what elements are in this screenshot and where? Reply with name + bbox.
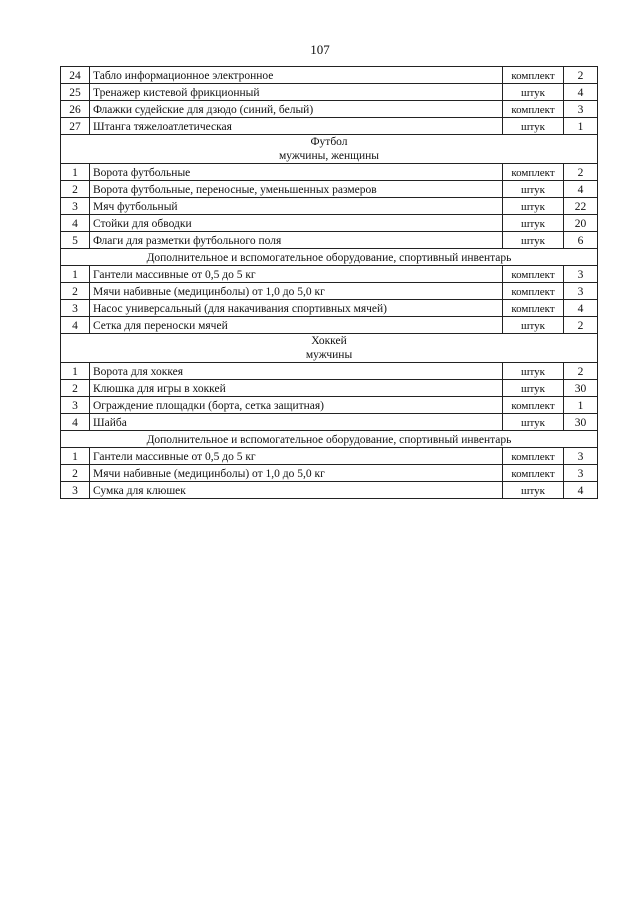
item-quantity: 2 bbox=[564, 164, 598, 181]
row-number: 1 bbox=[61, 363, 90, 380]
section-title-line: Хоккей bbox=[311, 335, 347, 347]
row-number: 4 bbox=[61, 414, 90, 431]
item-unit: комплект bbox=[503, 266, 564, 283]
equipment-table bbox=[60, 66, 598, 499]
row-number: 2 bbox=[61, 465, 90, 482]
item-quantity: 4 bbox=[564, 84, 598, 101]
item-quantity: 20 bbox=[564, 215, 598, 232]
item-unit: комплект bbox=[503, 448, 564, 465]
item-quantity: 30 bbox=[564, 414, 598, 431]
item-name: Ворота футбольные bbox=[90, 164, 503, 181]
item-unit: комплект bbox=[503, 101, 564, 118]
row-number: 1 bbox=[61, 448, 90, 465]
item-name: Флаги для разметки футбольного поля bbox=[90, 232, 503, 249]
section-header-row bbox=[61, 249, 598, 266]
item-quantity: 2 bbox=[564, 317, 598, 334]
equipment-table-body bbox=[61, 67, 598, 499]
item-name: Тренажер кистевой фрикционный bbox=[90, 84, 503, 101]
row-number: 2 bbox=[61, 283, 90, 300]
table-row bbox=[61, 397, 598, 414]
item-quantity: 4 bbox=[564, 300, 598, 317]
row-number: 2 bbox=[61, 181, 90, 198]
item-name: Гантели массивные от 0,5 до 5 кг bbox=[90, 448, 503, 465]
table-row bbox=[61, 198, 598, 215]
section-title-line: мужчины, женщины bbox=[278, 150, 380, 162]
section-header-row bbox=[61, 135, 598, 164]
section-title bbox=[61, 135, 598, 164]
item-name: Ограждение площадки (борта, сетка защитная) bbox=[90, 397, 503, 414]
item-name: Ворота для хоккея bbox=[90, 363, 503, 380]
table-row bbox=[61, 300, 598, 317]
table-row bbox=[61, 232, 598, 249]
item-unit: комплект bbox=[503, 397, 564, 414]
table-row bbox=[61, 448, 598, 465]
item-unit: штук bbox=[503, 84, 564, 101]
table-row bbox=[61, 482, 598, 499]
row-number: 2 bbox=[61, 380, 90, 397]
section-header-row bbox=[61, 334, 598, 363]
item-name: Мячи набивные (медицинболы) от 1,0 до 5,0 кг bbox=[90, 465, 503, 482]
table-row bbox=[61, 465, 598, 482]
section-title-line: Футбол bbox=[310, 136, 348, 148]
item-quantity: 4 bbox=[564, 482, 598, 499]
row-number: 24 bbox=[61, 67, 90, 84]
section-title bbox=[61, 334, 598, 363]
section-title-line: мужчины bbox=[305, 349, 353, 361]
item-unit: штук bbox=[503, 118, 564, 135]
table-row bbox=[61, 317, 598, 334]
item-name: Мяч футбольный bbox=[90, 198, 503, 215]
table-row bbox=[61, 215, 598, 232]
item-name: Клюшка для игры в хоккей bbox=[90, 380, 503, 397]
table-row bbox=[61, 380, 598, 397]
table-row bbox=[61, 101, 598, 118]
section-title bbox=[61, 431, 598, 448]
table-row bbox=[61, 181, 598, 198]
item-unit: штук bbox=[503, 317, 564, 334]
item-unit: штук bbox=[503, 482, 564, 499]
page-number: 107 bbox=[310, 42, 330, 57]
item-quantity: 3 bbox=[564, 266, 598, 283]
row-number: 1 bbox=[61, 266, 90, 283]
row-number: 3 bbox=[61, 397, 90, 414]
row-number: 4 bbox=[61, 317, 90, 334]
item-unit: штук bbox=[503, 181, 564, 198]
table-row bbox=[61, 414, 598, 431]
item-name: Сетка для переноски мячей bbox=[90, 317, 503, 334]
table-row bbox=[61, 266, 598, 283]
item-quantity: 22 bbox=[564, 198, 598, 215]
item-name: Сумка для клюшек bbox=[90, 482, 503, 499]
row-number: 1 bbox=[61, 164, 90, 181]
item-unit: комплект bbox=[503, 300, 564, 317]
row-number: 3 bbox=[61, 198, 90, 215]
item-unit: комплект bbox=[503, 465, 564, 482]
row-number: 5 bbox=[61, 232, 90, 249]
section-title-line: Дополнительное и вспомогательное оборудование, спортивный инвентарь bbox=[146, 252, 512, 264]
item-unit: штук bbox=[503, 215, 564, 232]
item-name: Стойки для обводки bbox=[90, 215, 503, 232]
item-unit: штук bbox=[503, 363, 564, 380]
item-quantity: 3 bbox=[564, 448, 598, 465]
item-name: Табло информационное электронное bbox=[90, 67, 503, 84]
row-number: 25 bbox=[61, 84, 90, 101]
item-unit: комплект bbox=[503, 283, 564, 300]
item-quantity: 3 bbox=[564, 465, 598, 482]
item-unit: комплект bbox=[503, 164, 564, 181]
item-quantity: 3 bbox=[564, 101, 598, 118]
item-quantity: 3 bbox=[564, 283, 598, 300]
item-unit: штук bbox=[503, 232, 564, 249]
section-title-line: Дополнительное и вспомогательное оборудование, спортивный инвентарь bbox=[146, 434, 512, 446]
item-quantity: 2 bbox=[564, 67, 598, 84]
table-row bbox=[61, 164, 598, 181]
item-name: Мячи набивные (медицинболы) от 1,0 до 5,0 кг bbox=[90, 283, 503, 300]
row-number: 26 bbox=[61, 101, 90, 118]
item-unit: штук bbox=[503, 414, 564, 431]
item-quantity: 2 bbox=[564, 363, 598, 380]
item-name: Штанга тяжелоатлетическая bbox=[90, 118, 503, 135]
section-header-row bbox=[61, 431, 598, 448]
item-unit: комплект bbox=[503, 67, 564, 84]
item-quantity: 1 bbox=[564, 118, 598, 135]
section-title bbox=[61, 249, 598, 266]
table-row bbox=[61, 283, 598, 300]
row-number: 3 bbox=[61, 482, 90, 499]
item-name: Ворота футбольные, переносные, уменьшенных размеров bbox=[90, 181, 503, 198]
item-unit: штук bbox=[503, 380, 564, 397]
item-unit: штук bbox=[503, 198, 564, 215]
table-row bbox=[61, 363, 598, 380]
item-quantity: 1 bbox=[564, 397, 598, 414]
row-number: 27 bbox=[61, 118, 90, 135]
table-row bbox=[61, 67, 598, 84]
item-name: Насос универсальный (для накачивания спортивных мячей) bbox=[90, 300, 503, 317]
table-row bbox=[61, 118, 598, 135]
item-name: Шайба bbox=[90, 414, 503, 431]
item-quantity: 30 bbox=[564, 380, 598, 397]
table-row bbox=[61, 84, 598, 101]
item-quantity: 4 bbox=[564, 181, 598, 198]
row-number: 4 bbox=[61, 215, 90, 232]
row-number: 3 bbox=[61, 300, 90, 317]
item-quantity: 6 bbox=[564, 232, 598, 249]
item-name: Флажки судейские для дзюдо (синий, белый) bbox=[90, 101, 503, 118]
item-name: Гантели массивные от 0,5 до 5 кг bbox=[90, 266, 503, 283]
